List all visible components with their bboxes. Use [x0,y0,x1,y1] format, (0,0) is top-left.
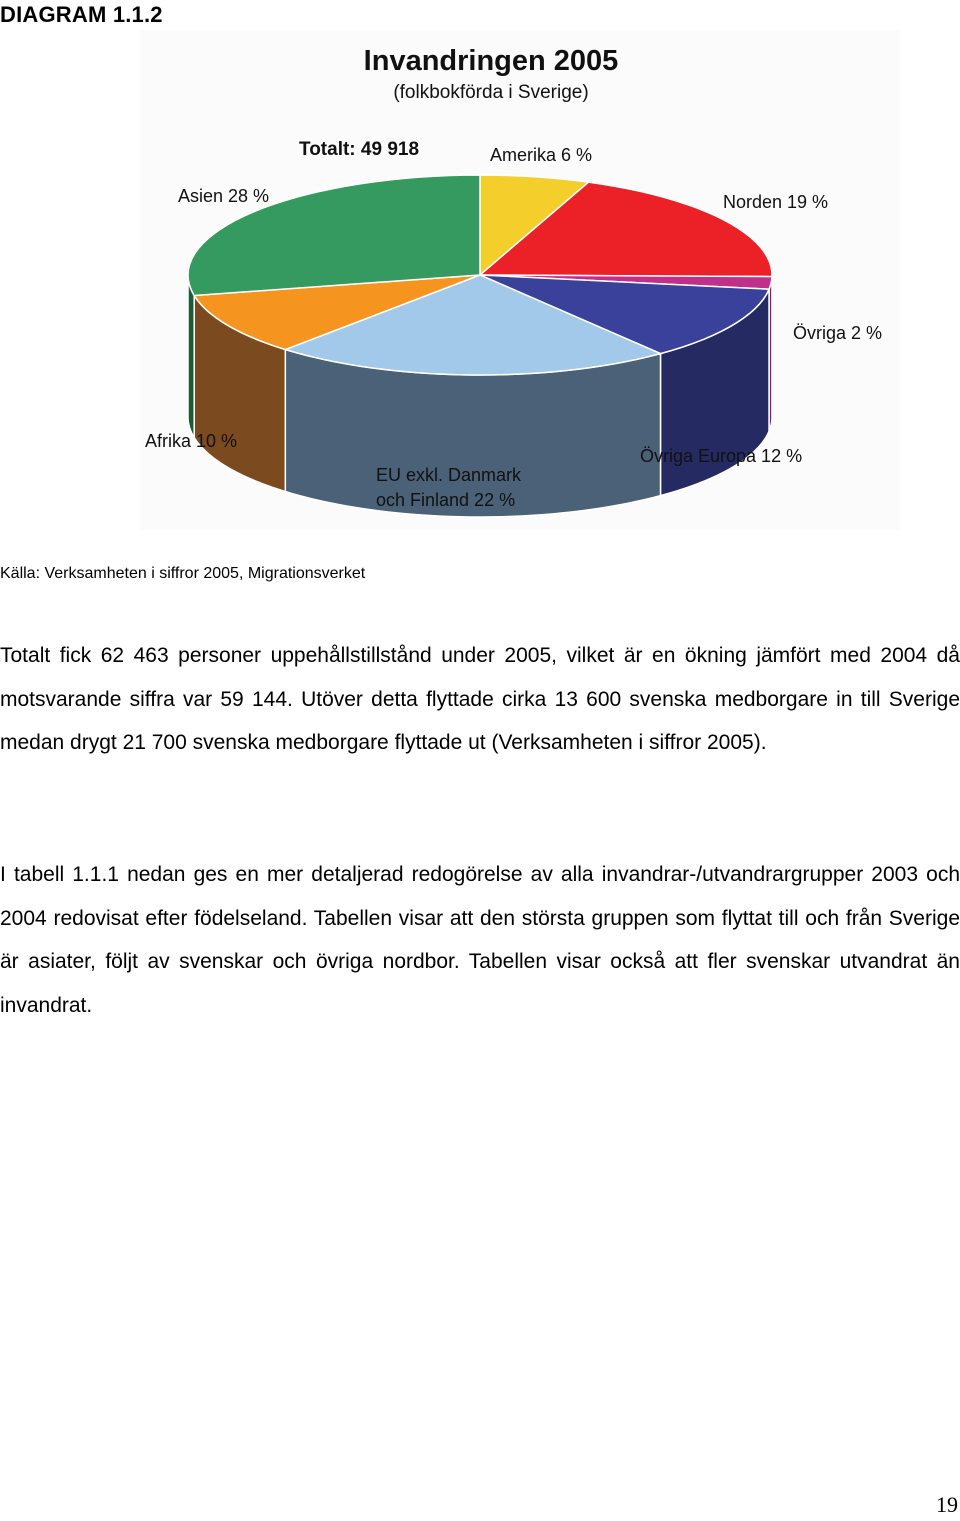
source-note: Källa: Verksamheten i siffror 2005, Migrationsverket [0,565,366,582]
pie-slices [188,175,772,375]
pie-chart-svg [140,30,900,530]
slice-label-norden: Norden 19 % [723,192,829,212]
slice-label-afrika: Afrika 10 % [145,431,238,451]
pie-chart [140,30,900,530]
slice-label-asien: Asien 28 % [178,186,270,206]
chart-subtitle: (folkbokförda i Sverige) [393,82,589,103]
chart-title: Invandringen 2005 [363,45,619,77]
pie-side-asien [188,275,194,437]
slice-label-övriga: Övriga 2 % [793,323,883,343]
slice-label-eu-exkl-danmark-och-finland: EU exkl. Danmark och Finland 22 % [376,465,522,510]
paragraph-1: Totalt fick 62 463 personer uppehållstillstånd under 2005, vilket är en ökning jämfört med 2004 då motsvarande siffra var 59 144. Utöver detta flyttade cirka 13 600 svenska medborgare in till Sverige medan drygt 21 700 svenska medborgare flyttade ut (Verksamheten i siffror 2005). [0,644,960,754]
chart-total: Totalt: 49 918 [299,139,420,160]
slice-label-amerika: Amerika 6 % [490,145,593,165]
diagram-caption: DIAGRAM 1.1.2 [0,2,163,27]
page-number: 19 [936,1492,958,1517]
paragraph-2: I tabell 1.1.1 nedan ges en mer detaljerad redogörelse av alla invandrar-/utvandrargrupper 2003 och 2004 redovisat efter födelseland. Tabellen visar att den största gruppen som flyttat till och från Sverige är asiater, följt av svenskar och övriga nordbor. Tabellen visar också att fler svenskar utvandrat än invandrat. [0,863,960,1017]
slice-label-övriga-europa: Övriga Europa 12 % [640,446,803,466]
